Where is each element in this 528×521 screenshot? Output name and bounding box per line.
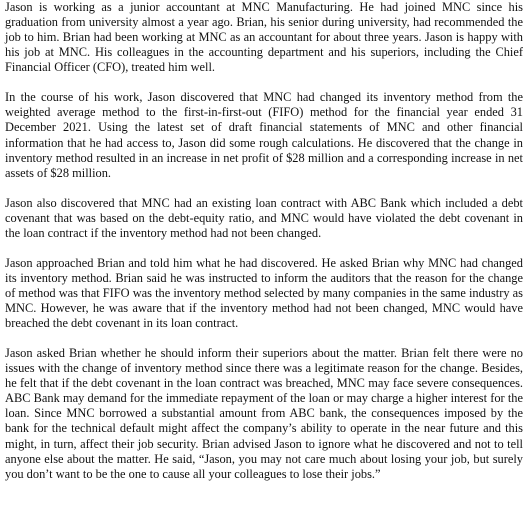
paragraph-5: Jason asked Brian whether he should inform their superiors about the matter. Brian felt there were no issues with the change of inventory method since there was a legitimate reason for the change. Besides, he felt that if the debt covenant in the loan contract was breached, MNC may face severe consequences. ABC Bank may demand for the immediate repayment of the loan or may charge a higher interest for the loan. Since MNC borrowed a substantial amount from ABC bank, the consequences imposed by the bank for the technical default might affect the company’s ability to operate in the near future and this might, in turn, affect their job security. Brian advised Jason to ignore what he discovered and not to tell anyone else about the matter. He said, “Jason, you may not care much about losing your job, but surely you don’t want to be the one to cause all your colleagues to lose their jobs.” xyxy=(5,345,523,481)
paragraph-3: Jason also discovered that MNC had an existing loan contract with ABC Bank which included a debt covenant that was based on the debt-equity ratio, and MNC would have violated the debt covenant in the loan contract if the inventory method had not been changed. xyxy=(5,195,523,240)
paragraph-2: In the course of his work, Jason discovered that MNC had changed its inventory method from the weighted average method to the first-in-first-out (FIFO) method for the financial year ended 31 December 2021. Using the latest set of draft financial statements of MNC and other financial information that he had access to, Jason did some rough calculations. He discovered that the change in inventory method resulted in an increase in net profit of $28 million and a corresponding increase in net assets of $28 million. xyxy=(5,90,523,180)
paragraph-1: Jason is working as a junior accountant at MNC Manufacturing. He had joined MNC since his graduation from university almost a year ago. Brian, his senior during university, had recommended the job to him. Brian had been working at MNC as an accountant for about three years. Jason is happy with his job at MNC. His colleagues in the accounting department and his superiors, including the Chief Financial Officer (CFO), treated him well. xyxy=(5,0,523,75)
paragraph-4: Jason approached Brian and told him what he had discovered. He asked Brian why MNC had changed its inventory method. Brian said he was instructed to inform the auditors that the reason for the change of method was that FIFO was the inventory method selected by many companies in the same industry as MNC. However, he was aware that if the inventory method had not been changed, MNC would have breached the debt covenant in its loan contract. xyxy=(5,255,523,331)
